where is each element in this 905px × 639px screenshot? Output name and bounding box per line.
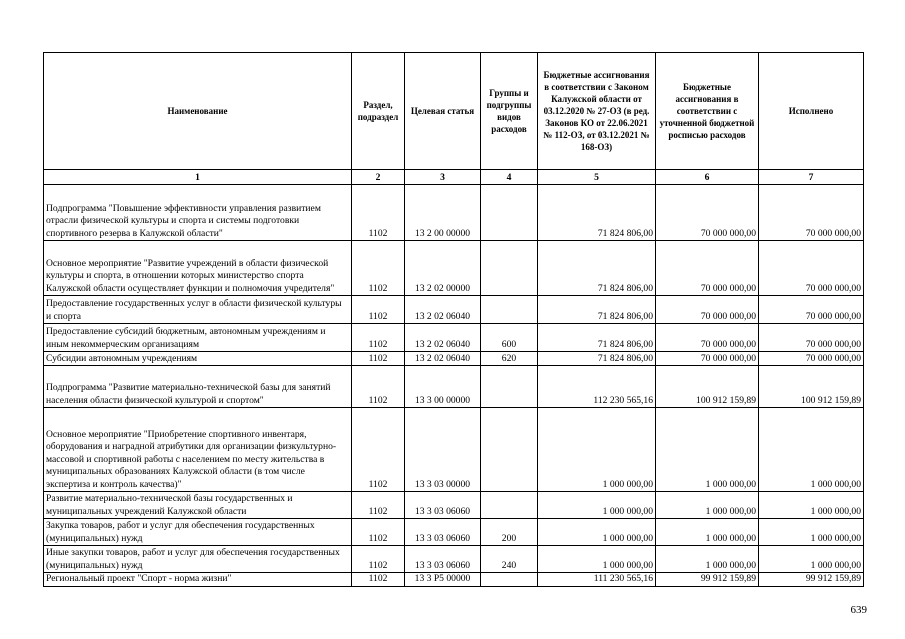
row-name: Региональный проект "Спорт - норма жизни" xyxy=(44,573,352,587)
row-section: 1102 xyxy=(352,519,405,546)
row-group xyxy=(481,408,538,492)
table-row xyxy=(44,573,864,587)
row-executed: 1 000 000,00 xyxy=(759,546,864,573)
row-group xyxy=(481,185,538,241)
row-refined: 100 912 159,89 xyxy=(656,366,759,408)
row-name: Субсидии автономным учреждениям xyxy=(44,352,352,366)
column-number: 5 xyxy=(538,170,656,185)
row-refined: 70 000 000,00 xyxy=(656,185,759,241)
budget-table xyxy=(43,52,864,587)
header-target: Целевая статья xyxy=(405,53,481,170)
row-executed: 70 000 000,00 xyxy=(759,352,864,366)
row-refined: 1 000 000,00 xyxy=(656,492,759,519)
row-section: 1102 xyxy=(352,408,405,492)
row-executed: 70 000 000,00 xyxy=(759,324,864,352)
table-row xyxy=(44,408,864,492)
row-target: 13 2 02 06040 xyxy=(405,324,481,352)
row-target: 13 2 02 06040 xyxy=(405,296,481,324)
row-law: 1 000 000,00 xyxy=(538,519,656,546)
row-law: 71 824 806,00 xyxy=(538,296,656,324)
row-name: Предоставление государственных услуг в области физической культуры и спорта xyxy=(44,296,352,324)
row-refined: 70 000 000,00 xyxy=(656,352,759,366)
header-refined: Бюджетные ассигнования в соответствии с уточненной бюджетной росписью расходов xyxy=(656,53,759,170)
row-refined: 70 000 000,00 xyxy=(656,296,759,324)
header-row xyxy=(44,53,864,170)
header-law: Бюджетные ассигнования в соответствии с Законом Калужской области от 03.12.2020 № 27-ОЗ (в ред. Законов КО от 22.06.2021 № 112-ОЗ, от 03.12.2021 № 168-ОЗ) xyxy=(538,53,656,170)
row-name: Развитие материально-технической базы государственных и муниципальных учреждений Калужской области xyxy=(44,492,352,519)
row-section: 1102 xyxy=(352,241,405,296)
row-name: Основное мероприятие "Приобретение спортивного инвентаря, оборудования и наградной атрибутики для организации физкультурно-массовой и спортивной работы с населением по месту жительства в муниципальных образованиях Калужской области (в том числе экспертиза и контроль качества)" xyxy=(44,408,352,492)
row-executed: 70 000 000,00 xyxy=(759,185,864,241)
row-target: 13 3 00 00000 xyxy=(405,366,481,408)
row-target: 13 3 03 06060 xyxy=(405,546,481,573)
row-law: 71 824 806,00 xyxy=(538,185,656,241)
row-group: 600 xyxy=(481,324,538,352)
header-executed: Исполнено xyxy=(759,53,864,170)
table-row xyxy=(44,546,864,573)
column-number: 1 xyxy=(44,170,352,185)
row-law: 71 824 806,00 xyxy=(538,352,656,366)
column-number: 4 xyxy=(481,170,538,185)
row-group xyxy=(481,241,538,296)
row-name: Подпрограмма "Повышение эффективности управления развитием отрасли физической культуры и спорта и системы подготовки спортивного резерва в Калужской области" xyxy=(44,185,352,241)
row-group xyxy=(481,366,538,408)
row-executed: 70 000 000,00 xyxy=(759,296,864,324)
table-row xyxy=(44,366,864,408)
row-group: 620 xyxy=(481,352,538,366)
table-row xyxy=(44,296,864,324)
column-number: 3 xyxy=(405,170,481,185)
header-name: Наименование xyxy=(44,53,352,170)
row-name: Основное мероприятие "Развитие учреждений в области физической культуры и спорта, в отношении которых министерство спорта Калужской области осуществляет функции и полномочия учредителя" xyxy=(44,241,352,296)
column-number: 6 xyxy=(656,170,759,185)
row-law: 1 000 000,00 xyxy=(538,492,656,519)
row-executed: 70 000 000,00 xyxy=(759,241,864,296)
row-group xyxy=(481,296,538,324)
table-row xyxy=(44,241,864,296)
row-section: 1102 xyxy=(352,296,405,324)
row-name: Иные закупки товаров, работ и услуг для обеспечения государственных (муниципальных) нужд xyxy=(44,546,352,573)
row-law: 112 230 565,16 xyxy=(538,366,656,408)
row-refined: 1 000 000,00 xyxy=(656,546,759,573)
row-section: 1102 xyxy=(352,366,405,408)
row-name: Предоставление субсидий бюджетным, автономным учреждениям и иным некоммерческим организациям xyxy=(44,324,352,352)
row-executed: 100 912 159,89 xyxy=(759,366,864,408)
row-target: 13 3 P5 00000 xyxy=(405,573,481,587)
row-refined: 1 000 000,00 xyxy=(656,408,759,492)
row-group: 200 xyxy=(481,519,538,546)
row-executed: 1 000 000,00 xyxy=(759,492,864,519)
row-target: 13 3 03 06060 xyxy=(405,519,481,546)
row-refined: 99 912 159,89 xyxy=(656,573,759,587)
row-group xyxy=(481,573,538,587)
row-section: 1102 xyxy=(352,573,405,587)
row-target: 13 2 02 00000 xyxy=(405,241,481,296)
column-number: 2 xyxy=(352,170,405,185)
row-executed: 1 000 000,00 xyxy=(759,519,864,546)
page-number: 639 xyxy=(850,604,867,616)
header-section: Раздел, подраздел xyxy=(352,53,405,170)
row-target: 13 3 03 06060 xyxy=(405,492,481,519)
table-row xyxy=(44,492,864,519)
row-executed: 1 000 000,00 xyxy=(759,408,864,492)
row-target: 13 2 00 00000 xyxy=(405,185,481,241)
row-group: 240 xyxy=(481,546,538,573)
row-refined: 70 000 000,00 xyxy=(656,241,759,296)
row-section: 1102 xyxy=(352,324,405,352)
column-number: 7 xyxy=(759,170,864,185)
row-refined: 70 000 000,00 xyxy=(656,324,759,352)
row-group xyxy=(481,492,538,519)
row-law: 71 824 806,00 xyxy=(538,241,656,296)
row-law: 71 824 806,00 xyxy=(538,324,656,352)
column-number-row xyxy=(44,170,864,185)
table-row xyxy=(44,352,864,366)
row-law: 111 230 565,16 xyxy=(538,573,656,587)
row-executed: 99 912 159,89 xyxy=(759,573,864,587)
row-law: 1 000 000,00 xyxy=(538,408,656,492)
table-row xyxy=(44,519,864,546)
row-section: 1102 xyxy=(352,546,405,573)
header-groups: Группы и подгруппы видов расходов xyxy=(481,53,538,170)
row-law: 1 000 000,00 xyxy=(538,546,656,573)
row-section: 1102 xyxy=(352,185,405,241)
row-name: Закупка товаров, работ и услуг для обеспечения государственных (муниципальных) нужд xyxy=(44,519,352,546)
table-row xyxy=(44,185,864,241)
row-target: 13 2 02 06040 xyxy=(405,352,481,366)
row-section: 1102 xyxy=(352,352,405,366)
table-row xyxy=(44,324,864,352)
row-refined: 1 000 000,00 xyxy=(656,519,759,546)
row-name: Подпрограмма "Развитие материально-технической базы для занятий населения области физической культурой и спортом" xyxy=(44,366,352,408)
row-section: 1102 xyxy=(352,492,405,519)
row-target: 13 3 03 00000 xyxy=(405,408,481,492)
